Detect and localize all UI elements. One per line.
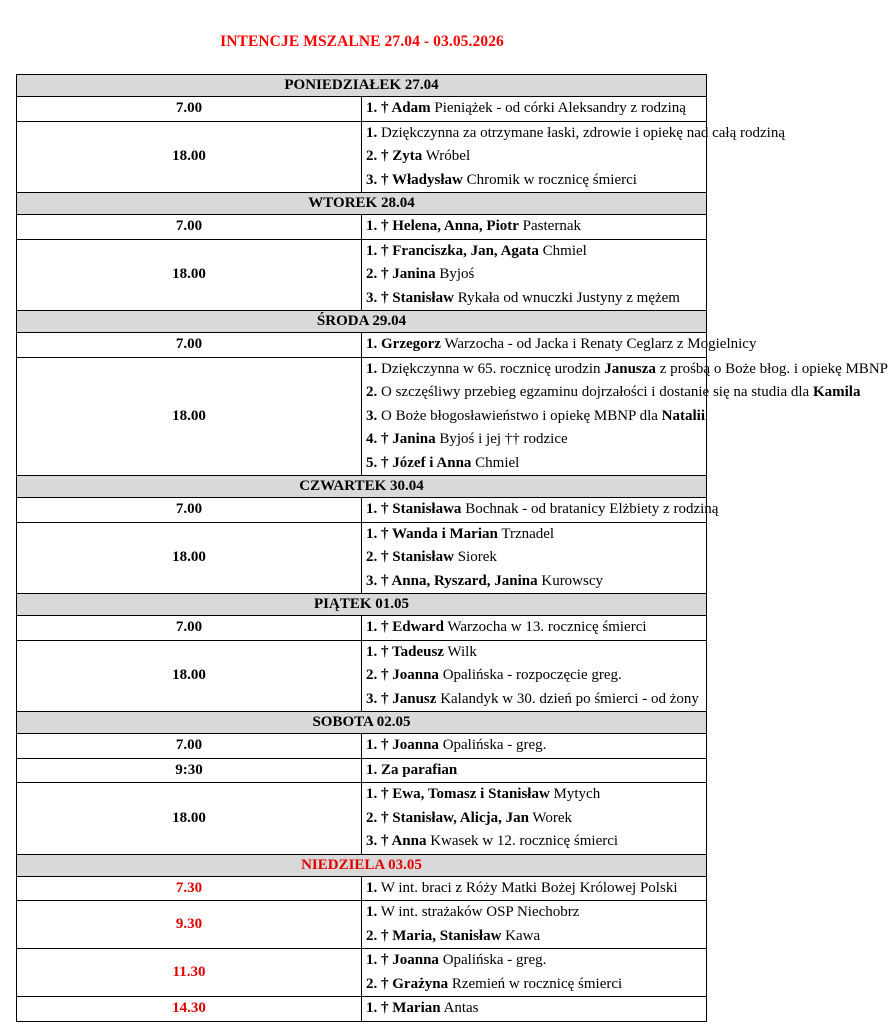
intention-line — [366, 523, 706, 547]
mass-intentions — [362, 949, 707, 997]
mass-time: 18.00 — [17, 783, 362, 855]
intention-bold-text: Wanda i Marian — [391, 525, 498, 542]
mass-intentions-table — [16, 74, 888, 1022]
mass-row — [17, 522, 707, 594]
intention-bold-text: 1. † — [366, 952, 393, 968]
intention-line — [366, 145, 706, 169]
mass-intentions — [362, 734, 707, 759]
mass-time: 7.00 — [17, 498, 362, 523]
intention-line — [366, 925, 706, 949]
mass-intentions — [362, 357, 888, 476]
intention-bold-text: 1. — [366, 336, 381, 352]
mass-intentions — [362, 333, 757, 358]
intention-text: W int. strażaków OSP Niechobrz — [377, 904, 580, 920]
intention-line — [366, 949, 706, 973]
intention-text: Kwasek w 12. rocznicę śmierci — [426, 833, 619, 849]
intention-bold-text: 3. † — [366, 289, 393, 306]
intention-bold-text: Grzegorz — [381, 336, 441, 352]
day-header-row — [17, 712, 707, 734]
intention-line — [366, 830, 706, 854]
intention-bold-text: Maria, Stanisław — [392, 927, 502, 944]
intention-bold-text: 4. † — [366, 431, 393, 447]
mass-row — [17, 876, 707, 901]
day-header: PIĄTEK 01.05 — [17, 594, 707, 616]
intention-text: Kurowscy — [537, 572, 604, 589]
intention-text: Dziękczynna za otrzymane łaski, zdrowie i opiekę nad całą rodziną — [377, 124, 785, 141]
intention-bold-text: Natalii — [661, 407, 706, 424]
intention-text: Kalandyk w 30. dzień po śmierci - od żony — [436, 690, 699, 707]
intention-line — [366, 358, 888, 382]
intention-line — [366, 616, 706, 640]
mass-row — [17, 734, 707, 759]
intention-bold-text: 5. † — [366, 454, 393, 471]
mass-time: 7.00 — [17, 734, 362, 759]
mass-time: 18.00 — [17, 239, 362, 311]
mass-intentions — [362, 997, 707, 1022]
intention-text: O szczęśliwy przebieg egzaminu dojrzałości i dostanie się na studia dla — [377, 384, 813, 400]
intention-bold-text: 1. — [366, 904, 378, 920]
mass-time: 7.00 — [17, 215, 362, 240]
intention-text: Rykała od wnuczki Justyny z mężem — [453, 289, 680, 306]
intention-text: Mytych — [549, 786, 601, 802]
intention-line — [366, 807, 706, 831]
intention-bold-text: Joanna — [392, 952, 439, 968]
intention-line — [366, 783, 706, 807]
day-header-row — [17, 75, 707, 97]
intention-line — [366, 734, 706, 758]
intention-bold-text: 1. † — [366, 242, 393, 259]
mass-time: 18.00 — [17, 522, 362, 594]
intention-bold-text: Władysław — [391, 171, 463, 188]
intention-line — [366, 641, 706, 665]
intention-line — [366, 664, 706, 688]
intention-bold-text: Janina — [392, 266, 436, 282]
mass-time: 14.30 — [17, 997, 362, 1022]
intention-bold-text: 2. † — [366, 549, 393, 565]
intention-bold-text: 3. † — [366, 690, 393, 707]
intention-bold-text: 2. — [366, 384, 378, 400]
intention-bold-text: 2. † — [366, 975, 393, 992]
intention-bold-text: 1. — [366, 879, 378, 896]
mass-intentions — [362, 616, 707, 641]
intention-bold-text: 1. † — [366, 737, 393, 753]
mass-intentions — [362, 522, 707, 594]
intention-bold-text: 2. † — [366, 927, 393, 944]
intention-bold-text: 1. † — [366, 100, 392, 116]
intention-line — [366, 973, 706, 997]
intention-line — [366, 546, 706, 570]
mass-intentions — [362, 121, 785, 193]
mass-time: 18.00 — [17, 121, 362, 193]
mass-row — [17, 901, 707, 949]
intention-bold-text: Stanisław, Alicja, Jan — [392, 809, 529, 826]
intention-line — [366, 97, 706, 121]
intention-line — [366, 122, 785, 146]
intention-line — [366, 901, 706, 925]
mass-row — [17, 97, 707, 122]
mass-time: 7.00 — [17, 333, 362, 358]
intention-line — [366, 263, 706, 287]
day-header: ŚRODA 29.04 — [17, 311, 707, 333]
intention-line — [366, 759, 706, 783]
intention-text: Wróbel — [422, 148, 471, 164]
intention-text: Kawa — [501, 927, 541, 944]
intention-bold-text: 1. † — [366, 643, 392, 660]
intention-line — [366, 428, 706, 452]
intention-bold-text: Stanisław — [392, 549, 454, 565]
intention-text: Rzemień w rocznicę śmierci — [448, 975, 623, 992]
intention-line — [366, 997, 706, 1021]
intention-text: W int. braci z Róży Matki Bożej Królowej Polski — [377, 879, 678, 896]
mass-intentions — [362, 783, 707, 855]
intention-bold-text: 1. † — [366, 525, 392, 542]
intention-line — [366, 498, 719, 522]
intention-line — [366, 287, 706, 311]
mass-intentions — [362, 640, 707, 712]
mass-row — [17, 121, 707, 193]
intention-bold-text: Janusz — [392, 690, 437, 707]
intention-text: Chromik w rocznicę śmierci — [462, 171, 637, 188]
mass-row — [17, 357, 707, 476]
intention-bold-text: 2. † — [366, 266, 393, 282]
intention-text: Bochnak - od bratanicy Elżbiety z rodziną — [461, 501, 719, 517]
intention-text: Siorek — [453, 549, 497, 565]
day-header: CZWARTEK 30.04 — [17, 476, 707, 498]
mass-time: 7.00 — [17, 97, 362, 122]
mass-intentions — [362, 215, 707, 240]
mass-row — [17, 997, 707, 1022]
intention-bold-text: 1. † — [366, 218, 393, 234]
intention-line — [366, 405, 706, 429]
intention-bold-text: Joanna — [392, 737, 439, 753]
intention-bold-text: 3. † — [366, 171, 392, 188]
intention-text: Pasternak — [518, 218, 581, 234]
mass-intentions — [362, 758, 707, 783]
intention-bold-text: Zyta — [392, 148, 423, 164]
intention-bold-text: 2. † — [366, 667, 393, 683]
intention-bold-text: Janusza — [604, 360, 656, 377]
intention-bold-text: Kamila — [812, 384, 861, 400]
intention-bold-text: Grażyna — [392, 975, 449, 992]
intention-bold-text: Adam — [391, 100, 431, 116]
intention-text: Pieniążek - od córki Aleksandry z rodziną — [430, 100, 686, 116]
intention-bold-text: Marian — [392, 1000, 441, 1016]
mass-time: 11.30 — [17, 949, 362, 997]
mass-time: 9.30 — [17, 901, 362, 949]
intention-bold-text: Janina — [392, 431, 436, 447]
day-header-row — [17, 594, 707, 616]
intention-text: Chmiel — [471, 454, 520, 471]
intention-line — [366, 381, 861, 405]
intention-line — [366, 240, 706, 264]
intention-bold-text: 2. † — [366, 809, 393, 826]
intention-bold-text: Franciszka, Jan, Agata — [392, 242, 539, 259]
intention-text: Wilk — [443, 643, 477, 660]
mass-row — [17, 616, 707, 641]
intention-text: Opalińska - greg. — [438, 737, 547, 753]
day-header-row — [17, 193, 707, 215]
intention-text: Trznadel — [497, 525, 555, 542]
mass-time: 9:30 — [17, 758, 362, 783]
day-header-row — [17, 854, 707, 876]
intention-bold-text: Stanisława — [392, 501, 462, 517]
intention-bold-text: Stanisław — [392, 289, 454, 306]
mass-row — [17, 239, 707, 311]
intention-line — [366, 215, 706, 239]
page-title: INTENCJE MSZALNE 27.04 - 03.05.2026 — [220, 33, 504, 50]
mass-intentions — [362, 876, 707, 901]
intention-text: Opalińska - rozpoczęcie greg. — [438, 667, 622, 683]
day-header: SOBOTA 02.05 — [17, 712, 707, 734]
intention-bold-text: 3. † — [366, 572, 392, 589]
mass-row — [17, 215, 707, 240]
intention-text: Warzocha - od Jacka i Renaty Ceglarz z Mogielnicy — [440, 336, 757, 352]
intention-text: Antas — [440, 1000, 479, 1016]
mass-time: 7.00 — [17, 616, 362, 641]
mass-row — [17, 333, 707, 358]
intention-bold-text: 1. — [366, 124, 378, 141]
intention-bold-text: 1. † — [366, 786, 393, 802]
intention-bold-text: Helena, Anna, Piotr — [392, 218, 519, 234]
day-header-row — [17, 311, 707, 333]
mass-row — [17, 949, 707, 997]
intention-bold-text: 1. Za parafian — [366, 761, 458, 778]
intention-bold-text: Ewa, Tomasz i Stanisław — [392, 786, 550, 802]
intention-bold-text: 3. — [366, 407, 378, 424]
intention-bold-text: 1. † — [366, 619, 393, 635]
intention-text: Warzocha w 13. rocznicę śmierci — [443, 619, 647, 635]
intention-bold-text: 3. † — [366, 833, 392, 849]
mass-row — [17, 758, 707, 783]
intention-text: z prośbą o Boże błog. i opiekę MBNP — [655, 360, 888, 377]
day-header: WTOREK 28.04 — [17, 193, 707, 215]
intention-line — [366, 452, 706, 476]
day-header: PONIEDZIAŁEK 27.04 — [17, 75, 707, 97]
mass-time: 18.00 — [17, 357, 362, 476]
intention-text: Chmiel — [538, 242, 587, 259]
intention-bold-text: 1. † — [366, 501, 393, 517]
mass-row — [17, 498, 707, 523]
mass-intentions — [362, 498, 719, 523]
intention-bold-text: Anna — [391, 833, 427, 849]
mass-time: 18.00 — [17, 640, 362, 712]
intention-line — [366, 877, 706, 901]
intention-line — [366, 333, 757, 357]
intention-bold-text: 1. † — [366, 1000, 393, 1016]
intention-bold-text: Anna, Ryszard, Janina — [391, 572, 538, 589]
mass-row — [17, 640, 707, 712]
intention-text: Dziękczynna w 65. rocznicę urodzin — [377, 360, 605, 377]
intention-bold-text: 1. — [366, 360, 378, 377]
mass-intentions — [362, 901, 707, 949]
intention-bold-text: Joanna — [392, 667, 439, 683]
day-header-row — [17, 476, 707, 498]
schedule-body — [17, 75, 888, 1022]
intention-text: Byjoś — [435, 266, 475, 282]
intention-bold-text: 2. † — [366, 148, 393, 164]
intention-line — [366, 169, 706, 193]
intention-bold-text: Tadeusz — [391, 643, 444, 660]
mass-row — [17, 783, 707, 855]
mass-intentions — [362, 97, 707, 122]
mass-time: 7.30 — [17, 876, 362, 901]
intention-bold-text: Józef i Anna — [392, 454, 472, 471]
day-header: NIEDZIELA 03.05 — [17, 854, 707, 876]
mass-intentions — [362, 239, 707, 311]
intention-text: Opalińska - greg. — [438, 952, 547, 968]
intention-text: O Boże błogosławieństwo i opiekę MBNP dla — [377, 407, 662, 424]
intention-line — [366, 570, 706, 594]
intention-text: Byjoś i jej †† rodzice — [435, 431, 568, 447]
intention-bold-text: Edward — [392, 619, 444, 635]
intention-line — [366, 688, 706, 712]
intention-text: Worek — [528, 809, 573, 826]
